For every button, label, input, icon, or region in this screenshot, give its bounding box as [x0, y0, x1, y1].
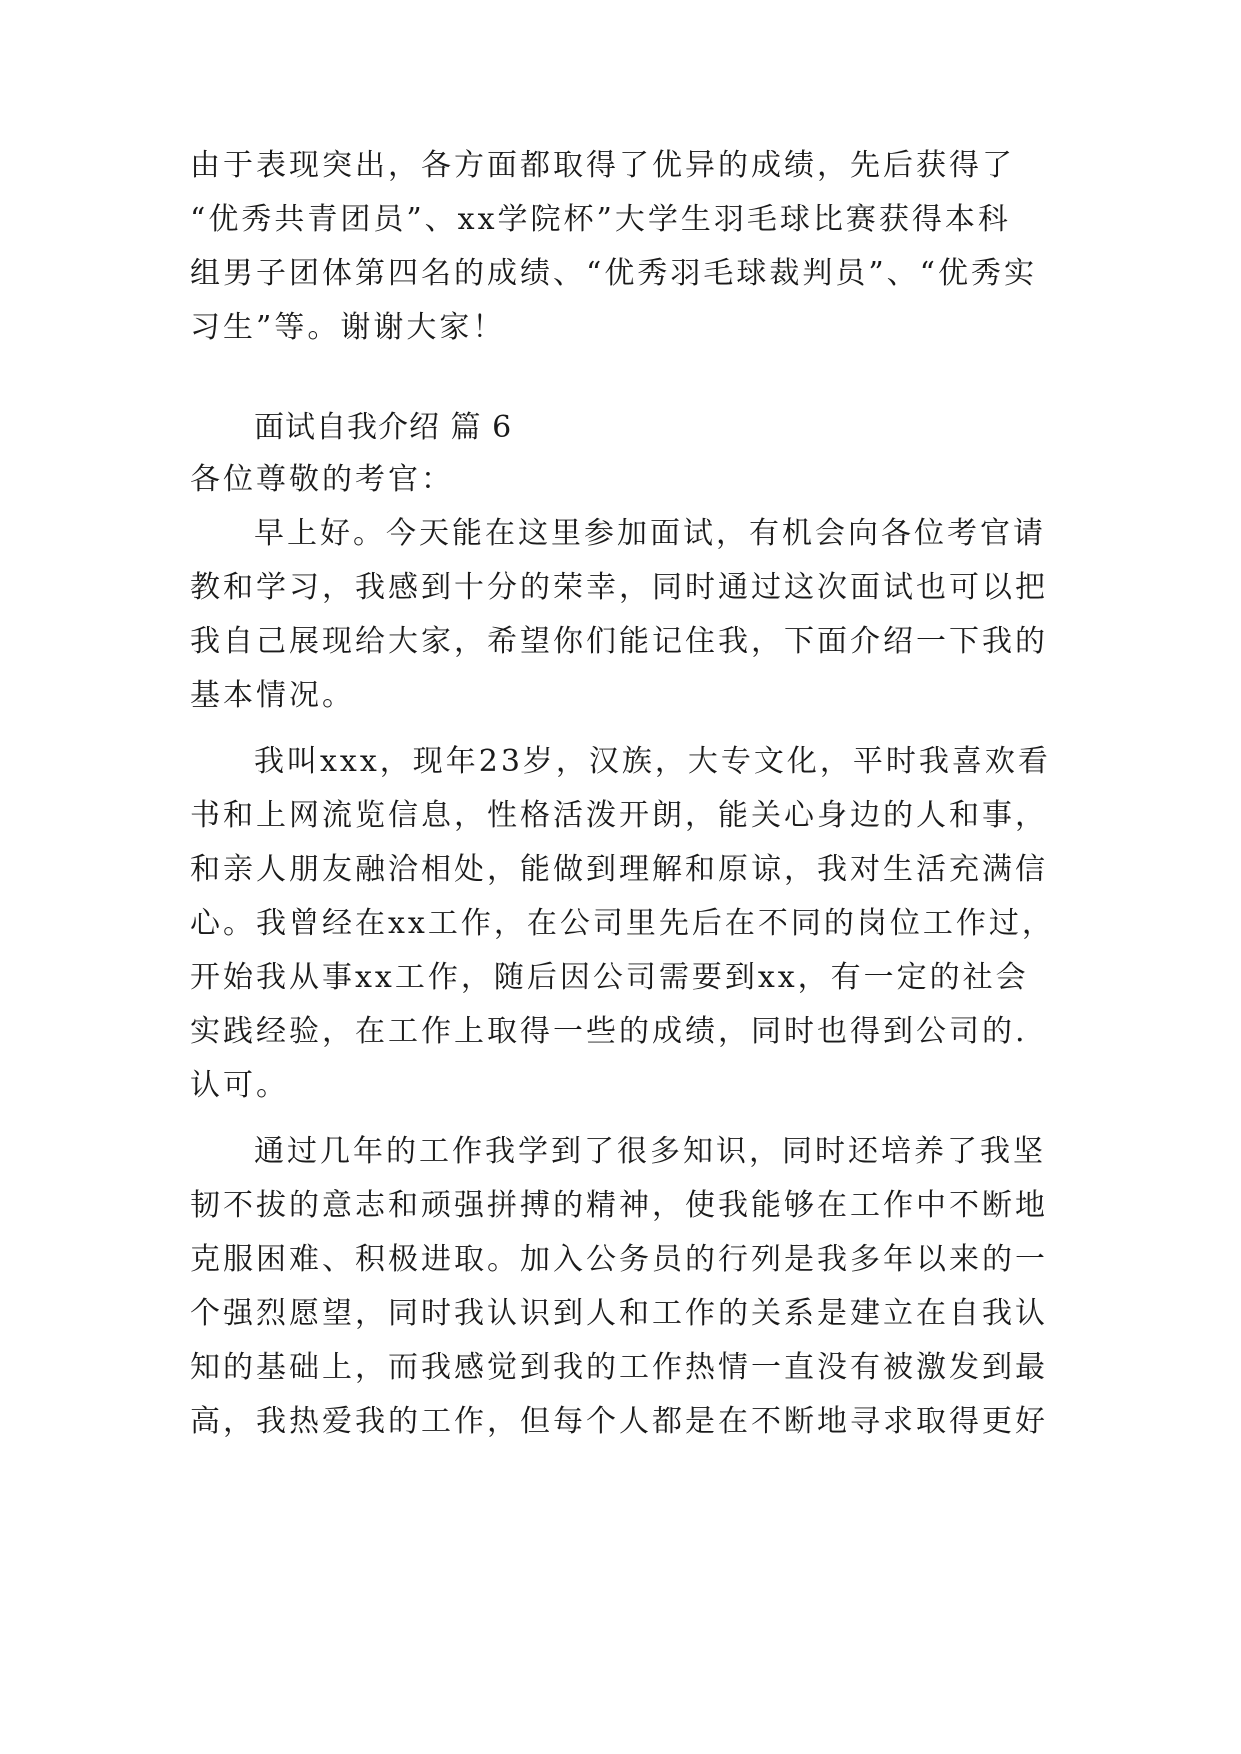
- paragraph-line: 个强烈愿望，同时我认识到人和工作的关系是建立在自我认: [190, 1296, 1048, 1331]
- paragraph-line: 我自己展现给大家，希望你们能记住我，下面介绍一下我的: [190, 624, 1048, 659]
- paragraph-line: 基本情况。: [190, 678, 355, 713]
- text-line: 由于表现突出，各方面都取得了优异的成绩，先后获得了: [190, 148, 1015, 183]
- text-line: 组男子团体第四名的成绩、“优秀羽毛球裁判员”、“优秀实: [190, 256, 1038, 291]
- paragraph-line: 我叫xxx，现年23岁，汉族，大专文化，平时我喜欢看: [254, 744, 1051, 779]
- paragraph-line: 书和上网流览信息，性格活泼开朗，能关心身边的人和事，: [190, 798, 1048, 833]
- paragraph-line: 实践经验，在工作上取得一些的成绩，同时也得到公司的.: [190, 1014, 1028, 1049]
- paragraph-line: 早上好。今天能在这里参加面试，有机会向各位考官请: [254, 516, 1046, 551]
- paragraph-line: 高，我热爱我的工作，但每个人都是在不断地寻求取得更好: [190, 1404, 1048, 1439]
- section-heading: 面试自我介绍 篇 6: [254, 410, 513, 445]
- paragraph-line: 知的基础上，而我感觉到我的工作热情一直没有被激发到最: [190, 1350, 1048, 1385]
- text-line: “优秀共青团员”、xx学院杯”大学生羽毛球比赛获得本科: [190, 202, 1011, 237]
- paragraph-line: 通过几年的工作我学到了很多知识，同时还培养了我坚: [254, 1134, 1046, 1169]
- text-line: 习生”等。谢谢大家！: [190, 310, 506, 345]
- salutation: 各位尊敬的考官：: [190, 462, 454, 497]
- paragraph-line: 认可。: [190, 1068, 289, 1103]
- paragraph-line: 和亲人朋友融洽相处，能做到理解和原谅，我对生活充满信: [190, 852, 1048, 887]
- paragraph-line: 开始我从事xx工作，随后因公司需要到xx，有一定的社会: [190, 960, 1029, 995]
- paragraph-line: 克服困难、积极进取。加入公务员的行列是我多年以来的一: [190, 1242, 1048, 1277]
- paragraph-line: 心。我曾经在xx工作，在公司里先后在不同的岗位工作过，: [190, 906, 1055, 941]
- paragraph-line: 教和学习，我感到十分的荣幸，同时通过这次面试也可以把: [190, 570, 1048, 605]
- paragraph-line: 韧不拔的意志和顽强拼搏的精神，使我能够在工作中不断地: [190, 1188, 1048, 1223]
